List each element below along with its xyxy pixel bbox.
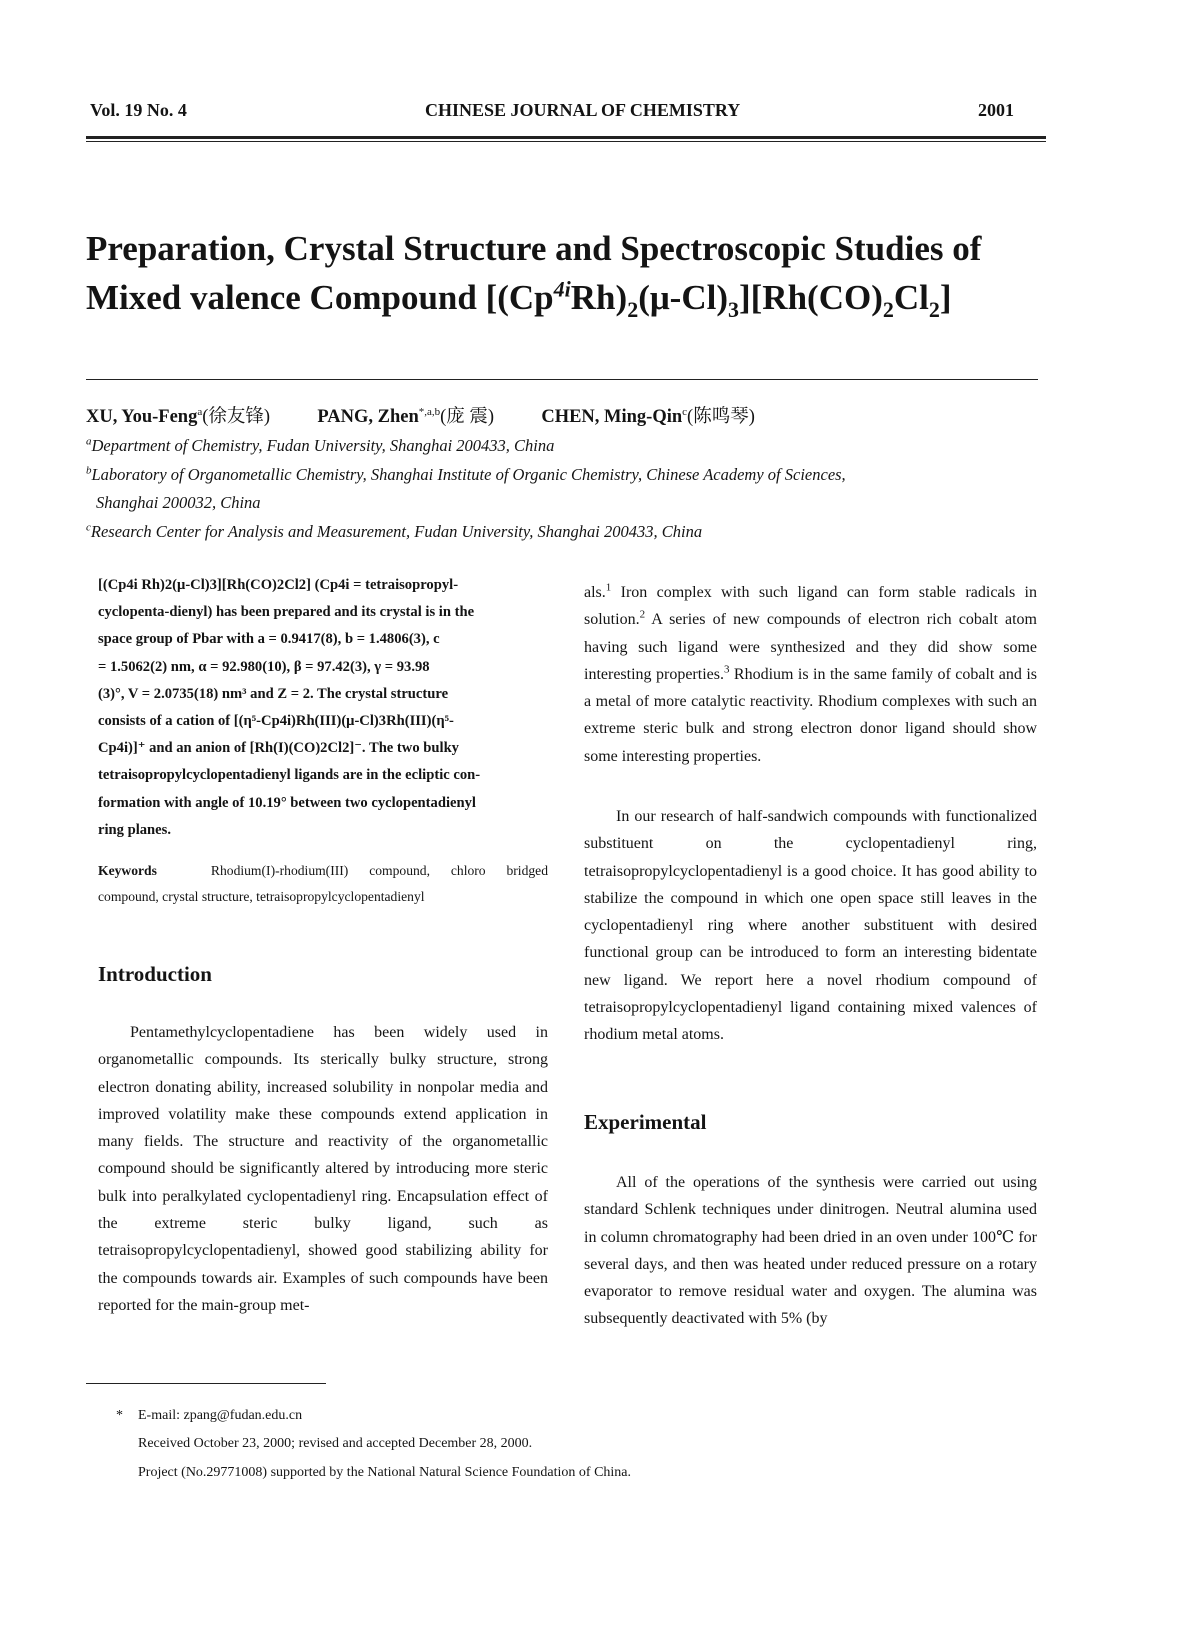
abstract-line: Cp4i)]⁺ and an anion of [Rh(I)(CO)2Cl2]⁻. The two bulky (98, 740, 459, 757)
right-paragraph-1 (584, 579, 1037, 770)
title-frag: Cl (893, 278, 929, 317)
citation-ref: 3 (723, 663, 730, 676)
abstract-line: (3)°, V = 2.0735(18) nm³ and Z = 2. The crystal structure (98, 685, 449, 702)
citation-ref: 2 (639, 608, 646, 621)
section-heading-experimental: Experimental (584, 1110, 707, 1134)
footnote-received: Received October 23, 2000; revised and accepted December 28, 2000. (138, 1436, 533, 1451)
author-cn: (庞 震) (440, 407, 495, 427)
footnote-email: E-mail: zpang@fudan.edu.cn (138, 1408, 303, 1423)
affiliation-mark: b (86, 464, 92, 477)
title-frag: ] (939, 278, 952, 317)
affiliation-c (86, 518, 702, 546)
affiliation-mark: c (86, 521, 91, 534)
abstract-line: space group of Pbar with a = 0.9417(8), b = 1.4806(3), c (98, 631, 440, 648)
title-sub: 2 (627, 297, 639, 322)
title-line-2 (86, 273, 1066, 322)
author-mark: c (682, 405, 688, 418)
affiliation-b (86, 461, 846, 489)
keywords (98, 858, 548, 910)
footnote-rule (86, 1383, 326, 1384)
affiliation-text: Laboratory of Organometallic Chemistry, Shanghai Institute of Organic Chemistry, Chinese Academy of Sciences, (91, 465, 846, 484)
keywords-label: Keywords (98, 863, 157, 878)
title-frag: Rh) (570, 278, 628, 317)
title-frag: ][Rh(CO) (739, 278, 883, 317)
abstract-line: consists of a cation of [(η⁵-Cp4i)Rh(III)(μ-Cl)3Rh(III)(η⁵- (98, 713, 454, 730)
header-rule-thin (86, 141, 1046, 142)
affiliation-b-cont: Shanghai 200032, China (96, 493, 261, 512)
author-list (86, 402, 755, 428)
title-frag: Mixed valence Compound [(Cp (86, 278, 554, 317)
para-frag: A series of new compounds of electron rich cobalt atom having such ligand were synthesized and they did show some interesting properties. (584, 611, 1037, 683)
journal-volume: Vol. 19 No. 4 (90, 100, 187, 120)
title-line-1: Preparation, Crystal Structure and Spectroscopic Studies of (86, 229, 982, 268)
author-mark: a (197, 405, 203, 418)
abstract-line: cyclopenta-dienyl) has been prepared and its crystal is in the (98, 604, 475, 621)
affiliation-mark: a (86, 435, 92, 448)
title-sub: 2 (882, 297, 894, 322)
header-rule-thick (86, 136, 1046, 139)
abstract-line: [(Cp4i Rh)2(μ-Cl)3][Rh(CO)2Cl2] (Cp4i = tetraisopropyl- (98, 577, 459, 593)
para-frag: Iron complex with such ligand can form stable radicals in solution. (584, 584, 1037, 629)
title-frag: (μ-Cl) (638, 278, 728, 317)
article-title (86, 224, 1066, 322)
abstract-line: formation with angle of 10.19° between two cyclopentadienyl (98, 794, 476, 811)
author-name: CHEN, Ming-Qin (541, 407, 683, 427)
abstract-line: tetraisopropylcyclopentadienyl ligands are in the ecliptic con- (98, 767, 481, 784)
abstract (98, 572, 548, 844)
page-number: 2001 (978, 100, 1014, 120)
footnote-bullet: * (116, 1408, 123, 1423)
keywords-text: Rhodium(I)-rhodium(III) compound, chloro bridged compound, crystal structure, tetraisopropylcyclopentadienyl (98, 863, 548, 904)
footnote-project: Project (No.29771008) supported by the National Natural Science Foundation of China. (138, 1465, 632, 1480)
section-heading-introduction: Introduction (98, 962, 212, 986)
right-paragraph-2: In our research of half-sandwich compounds with functionalized substituent on the cyclopentadienyl ring, tetraisopropylcyclopentadienyl is a good choice. It has good ability to stabilize the compound in which one open space still leaves in the cyclopentadienyl ring where another substituent with desired functional group can be introduced to form an interesting bidentate new ligand. We report here a novel rhodium compound of tetraisopropylcyclopentadienyl ligand containing mixed valences of rhodium metal atoms. (584, 808, 1037, 1044)
title-rule (86, 379, 1038, 380)
affiliation-text: Department of Chemistry, Fudan University, Shanghai 200433, China (91, 436, 555, 455)
affiliation-text: Research Center for Analysis and Measurement, Fudan University, Shanghai 200433, China (90, 522, 703, 541)
author-name: XU, You-Feng (86, 407, 198, 427)
para-frag: als. (584, 584, 606, 601)
title-sub: 3 (728, 297, 739, 322)
experimental-paragraph: All of the operations of the synthesis were carried out using standard Schlenk techniques under dinitrogen. Neutral alumina used in column chromatography had been dried in an oven under 100℃ for several days, and then was heated under reduced pressure on a rotary evaporator to remove residual water and oxygen. The alumina was subsequently deactivated with 5% (by (584, 1174, 1037, 1328)
author-cn: (陈鸣琴) (687, 407, 755, 427)
abstract-line: ring planes. (98, 821, 171, 838)
para-frag: Rhodium is in the same family of cobalt and is a metal of more catalytic reactivity. Rhodium complexes with such an extreme steric bulk and strong electron donor ligand should show some interesting properties. (584, 665, 1038, 765)
title-sup: 4i (553, 276, 571, 302)
author-mark: *,a,b (418, 405, 441, 418)
abstract-line: = 1.5062(2) nm, α = 92.980(10), β = 97.42(3), γ = 93.98 (98, 658, 430, 675)
citation-ref: 1 (605, 581, 612, 594)
intro-paragraph: Pentamethylcyclopentadiene has been widely used in organometallic compounds. Its sterically bulky structure, strong electron donating ability, increased solubility in nonpolar media and improved volatility make these compounds extend application in many fields. The structure and reactivity of the organometallic compound should be significantly altered by introducing more steric bulk into peralkylated cyclopentadienyl ring. Encapsulation effect of the extreme steric bulky ligand, such as tetraisopropylcyclopentadienyl, showed good stabilizing ability for the compounds towards air. Examples of such compounds have been reported for the main-group met- (98, 1024, 548, 1314)
affiliation-a (86, 432, 554, 460)
title-sub: 2 (928, 297, 940, 322)
author-cn: (徐友锋) (202, 407, 271, 427)
journal-name: CHINESE JOURNAL OF CHEMISTRY (425, 100, 741, 120)
author-name: PANG, Zhen (317, 407, 419, 427)
